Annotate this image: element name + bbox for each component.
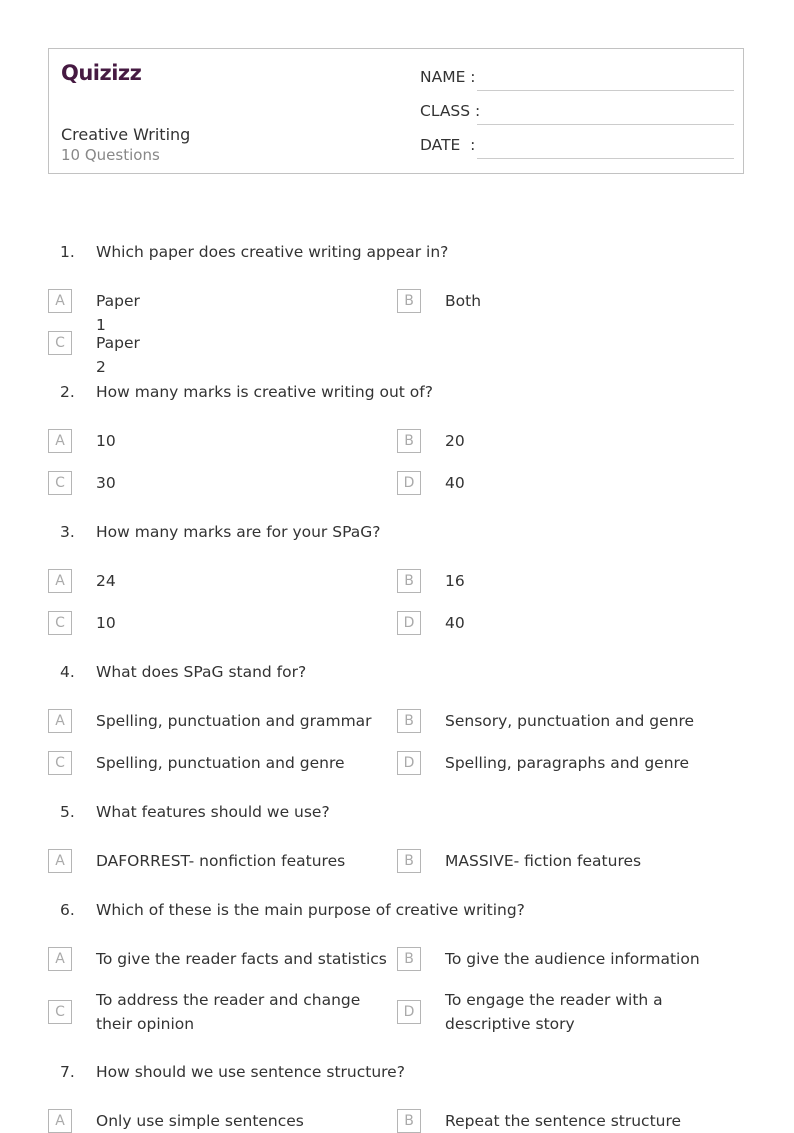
quizizz-logo [61,57,153,87]
logo-wordmark: Quizizz [61,61,142,85]
option-text: Spelling, punctuation and grammar [96,712,372,730]
option-letter-box: B [397,947,421,971]
option-text: Paper 1 [96,292,140,334]
option-text: Spelling, paragraphs and genre [445,754,690,772]
option-letter-box: A [48,1109,72,1133]
option-text: Both [445,292,482,310]
option-text: Spelling, punctuation and genre [96,754,345,772]
question-number: 6. [60,901,75,919]
question-number: 2. [60,383,75,401]
question-text: Which of these is the main purpose of creative writing? [96,901,525,919]
option-text: To engage the reader with a descriptive story [445,991,663,1033]
option-text: To give the audience information [445,950,700,968]
option-text: 10 [96,432,116,450]
class-field[interactable] [420,102,734,126]
name-field[interactable] [420,68,734,92]
option-text: To address the reader and change their opinion [96,991,361,1033]
question-number: 1. [60,243,75,261]
option-text: DAFORREST- nonfiction features [96,852,346,870]
option-text: MASSIVE- fiction features [445,852,642,870]
option-letter-box: B [397,849,421,873]
question-count: 10 Questions [61,146,160,164]
question-number: 5. [60,803,75,821]
option-text: Sensory, punctuation and genre [445,712,695,730]
date-line [477,158,734,159]
question-text: Which paper does creative writing appear in? [96,243,449,261]
option-letter-box: A [48,429,72,453]
option-text: 40 [445,474,465,492]
question-number: 3. [60,523,75,541]
option-text: 24 [96,572,116,590]
option-letter-box: D [397,1000,421,1024]
option-letter-box: B [397,429,421,453]
option-letter-box: B [397,1109,421,1133]
question-text: How many marks is creative writing out of? [96,383,433,401]
option-letter-box: A [48,289,72,313]
option-letter-box: A [48,849,72,873]
option-letter-box: C [48,611,72,635]
option-letter-box: C [48,471,72,495]
option-text: Paper 2 [96,334,140,376]
option-letter-box: B [397,709,421,733]
worksheet-header [48,48,744,174]
question-number: 7. [60,1063,75,1081]
date-label: DATE : [420,136,476,154]
option-letter-box: D [397,611,421,635]
name-line [477,90,734,91]
option-text: To give the reader facts and statistics [96,950,387,968]
option-text: 16 [445,572,465,590]
option-text: 30 [96,474,116,492]
worksheet-title: Creative Writing [61,125,191,144]
name-label: NAME : [420,68,476,86]
option-text: 10 [96,614,116,632]
option-text: Repeat the sentence structure [445,1112,682,1130]
option-letter-box: D [397,471,421,495]
question-number: 4. [60,663,75,681]
option-letter-box: C [48,751,72,775]
option-text: 20 [445,432,465,450]
option-letter-box: A [48,947,72,971]
question-text: What features should we use? [96,803,330,821]
class-label: CLASS : [420,102,481,120]
option-text: 40 [445,614,465,632]
option-letter-box: D [397,751,421,775]
option-letter-box: B [397,289,421,313]
option-letter-box: C [48,331,72,355]
option-letter-box: A [48,569,72,593]
question-text: How should we use sentence structure? [96,1063,405,1081]
question-text: How many marks are for your SPaG? [96,523,381,541]
date-field[interactable] [420,136,734,160]
question-text: What does SPaG stand for? [96,663,307,681]
option-text: Only use simple sentences [96,1112,304,1130]
option-letter-box: B [397,569,421,593]
option-letter-box: A [48,709,72,733]
class-line [477,124,734,125]
option-letter-box: C [48,1000,72,1024]
